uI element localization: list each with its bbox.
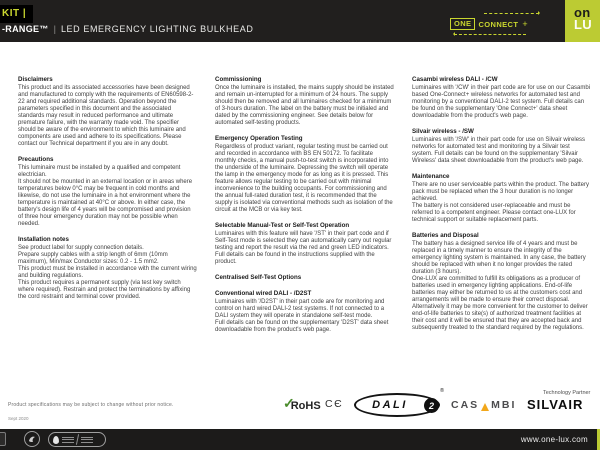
section-paragraph: Once the luminaire is installed, the mains supply should be instated and remain un-interrupted for a minimum of 24 hours. The supply should then be removed and all luminaires checked for a minimum of 3-hours duration. The label on the battery must be initialed and dated by the commissioning engineer. See details below for automated self-testing products. [215, 85, 394, 126]
casambi-text-left: CAS [451, 399, 480, 411]
section-conventional-wired-dali [215, 290, 394, 334]
one-connect-text: CONNECT [478, 19, 519, 29]
one-connect-box: ONE [450, 18, 475, 30]
certification-logos [0, 388, 600, 424]
column-right [412, 76, 591, 342]
section-heading: Commissioning [215, 76, 262, 83]
technology-partner-label: Technology Partner [543, 390, 591, 396]
section-batteries-disposal [412, 232, 591, 332]
document-body [18, 76, 592, 342]
rohs-logo [283, 397, 321, 414]
header-bar [0, 0, 600, 42]
section-heading: Conventional wired DALI - /D2ST [215, 290, 312, 297]
partial-mark-icon [0, 432, 6, 446]
section-paragraph: See product label for supply connection details. [18, 245, 144, 251]
arrow-left-icon [454, 34, 526, 35]
section-heading: Casambi wireless DALI - /CW [412, 76, 498, 83]
section-paragraph: Luminaires with '/SW' in their part code for use on Silvair wireless networks for automated test and monitoring by a Silvair test system. Full details can be found on the supplementary 'Silvair Wireless' data sheet downloadable from the product's web page. [412, 137, 586, 164]
section-commissioning [215, 76, 394, 127]
section-paragraph: The battery has a designed service life of 4 years and must be replaced in a timely manner to ensure the integrity of the emergency lighting system is maintained. In any case, the battery should be replaced with when it no longer provides the rated duration (3 hours). [412, 241, 586, 275]
range-name: -RANGE™ [2, 24, 49, 34]
section-paragraph: Full details can be found on the supplementary 'D2ST' data sheet downloadable from the product's web page. [215, 320, 389, 333]
one-connect-logo [450, 18, 528, 30]
website-link[interactable]: www.one-lux.com [520, 435, 588, 444]
ce-mark: CЄ [325, 398, 344, 410]
silvair-logo [527, 390, 590, 412]
section-heading: Silvair wireless - /SW [412, 128, 474, 135]
column-middle [215, 76, 394, 342]
dali2-logo [354, 388, 444, 417]
section-paragraph: This product requires a permanent supply (via test key switch where required). Restrain and protect the terminations by affixing the cord restraint and terminal cover provided. [18, 280, 191, 300]
section-disclaimers [18, 76, 197, 148]
section-heading: Precautions [18, 156, 54, 163]
section-heading: Installation notes [18, 236, 69, 243]
plus-icon: + [522, 19, 528, 29]
casambi-a-triangle-icon [481, 403, 489, 411]
rating-text-lines [62, 437, 74, 443]
section-heading: Maintenance [412, 173, 450, 180]
dali-2-badge: 2 [424, 398, 439, 413]
section-heading: Batteries and Disposal [412, 232, 479, 239]
one-lux-logo-line2: LU [574, 17, 592, 32]
arrow-right-icon [484, 13, 539, 14]
casambi-text-right: MBI [491, 399, 517, 411]
section-paragraph: Luminaires with '/CW' in their part code are for use on our Casambi based One-Connect+ wireless networks for automated test and monitoring by a conventional DALI-2 test system. Full details can be found on the supplementary 'One Connect+' data sheet downloadable from the product's web page. [412, 85, 591, 119]
casambi-logo [451, 399, 516, 411]
section-casambi-wireless [412, 76, 591, 120]
section-paragraph: Regardless of product variant, regular testing must be carried out and recorded in accordance with BS EN 50172. To facilitate monthly checks, a manual push-to-test switch is incorporated into the underside of the luminaire. Depressing the switch will operate the lamp in the emergency mode for as long as it is pressed. This feature allows regular testing to be carried out with minimal inconvenience to the building occupants. For commissioning and the annual full-rated duration test, it is recommended that the supply is isolated via conventional methods such as isolation of the circuit at the MCB or via key test. [215, 144, 393, 213]
section-heading: Disclaimers [18, 76, 53, 83]
lamp-icon [53, 436, 59, 444]
section-paragraph: There are no user serviceable parts within the product. The battery pack must be replaced when the 3 hour duration is no longer achieved. [412, 182, 589, 202]
registered-icon: ® [439, 388, 444, 394]
rohs-text: RoHS [290, 399, 321, 412]
spec-change-note: Product specifications may be subject to change without prior notice. [8, 402, 174, 408]
section-paragraph: Luminaires with this feature will have '/ST' in their part code and if Self-Test mode is selected they can automatically carry out regular testing and report the result via the red and green LED indicators. Full details can be found in the instructions supplied with the product. [215, 231, 392, 265]
title-separator: | [53, 24, 56, 34]
section-heading: Selectable Manual-Test or Self-Test Operation [215, 222, 350, 229]
section-paragraph: The battery is not considered user-replaceable and must be referred to a competent engineer. Please contact one-LUX for technical support or suitable replacement parts. [412, 203, 576, 223]
footer-bar [0, 429, 600, 450]
section-paragraph: Prepare supply cables with a strip length of 6mm (10mm maximum), Min/max Conductor sizes: 0.2 - 1.5 mm2. [18, 252, 168, 265]
product-subtitle: LED EMERGENCY LIGHTING BULKHEAD [60, 24, 254, 34]
revision-date: Sept 2020 [8, 416, 29, 421]
section-maintenance [412, 173, 591, 224]
one-lux-logo-line1: on [574, 5, 591, 20]
section-paragraph: This product and its associated accessories have been designed and manufactured to comply with the requirements of EN60598-2-22 and required additional standards. Operation beyond the parameters specified in this document and the associated standards may result in reduced performance and ultimate premature failure, with the warranty made void. The specifier should be aware of the environment to which this luminaire and components are used and adhere to its specifications. Please contact our Technical department if you are in any doubt. [18, 85, 194, 147]
section-centralised-self-test [215, 274, 394, 282]
one-lux-logo [565, 0, 600, 42]
rating-text-lines [81, 437, 93, 443]
section-installation-notes [18, 236, 197, 301]
section-paragraph: Luminaires with '/D2ST' in their part code are for monitoring and control on hard wired DALI-2 test systems. If not connected to a DALI system they will operate in standalone self-test mode. [215, 299, 385, 319]
silvair-text: SILVAIR [527, 397, 584, 412]
section-heading: Emergency Operation Testing [215, 135, 303, 142]
section-precautions [18, 156, 197, 228]
quality-mark-glyph [27, 434, 37, 444]
section-heading: Centralised Self-Test Options [215, 274, 302, 281]
column-left [18, 76, 197, 342]
section-paragraph: One-LUX are committed to fulfill its obligations as a producer of batteries used in emergency lighting applications. End-of-life batteries may either be returned to us at the customers cost and arrangements will be made to ensure their correct disposal. Alternatively it may be more convenient for the customer to deliver end-of-life batteries to site(s) of authorized treatment facilities at their cost and it will be ensured that they are accepted back and subsequently treated to the standard required by the regulations. [412, 276, 588, 331]
page-title [2, 24, 253, 34]
section-paragraph: This product must be installed in accordance with the current wiring and building regulations. [18, 266, 197, 279]
product-kit-label: KIT | [0, 5, 33, 23]
check-icon: ✓ [283, 395, 295, 411]
luminaire-rating-icon [48, 432, 106, 447]
section-emergency-operation-testing [215, 135, 394, 214]
divider [76, 434, 79, 445]
section-selectable-test [215, 222, 394, 266]
quality-mark-icon [24, 431, 40, 447]
section-silvair-wireless [412, 128, 591, 165]
dali-text: DALI [372, 399, 408, 411]
section-paragraph: It should not be mounted in an external location or in areas where temperatures below 0°C may be frequent in cold months and likewise, do not use the luminaire in a hot environment where the temperature is maintained at 40°C or above. In either case, the battery's design life of 4 years will be compromised and provision of three hour emergency duration may not be possible when needed. [18, 179, 193, 227]
section-paragraph: This luminaire must be installed by a qualified and competent electrician. [18, 165, 181, 178]
